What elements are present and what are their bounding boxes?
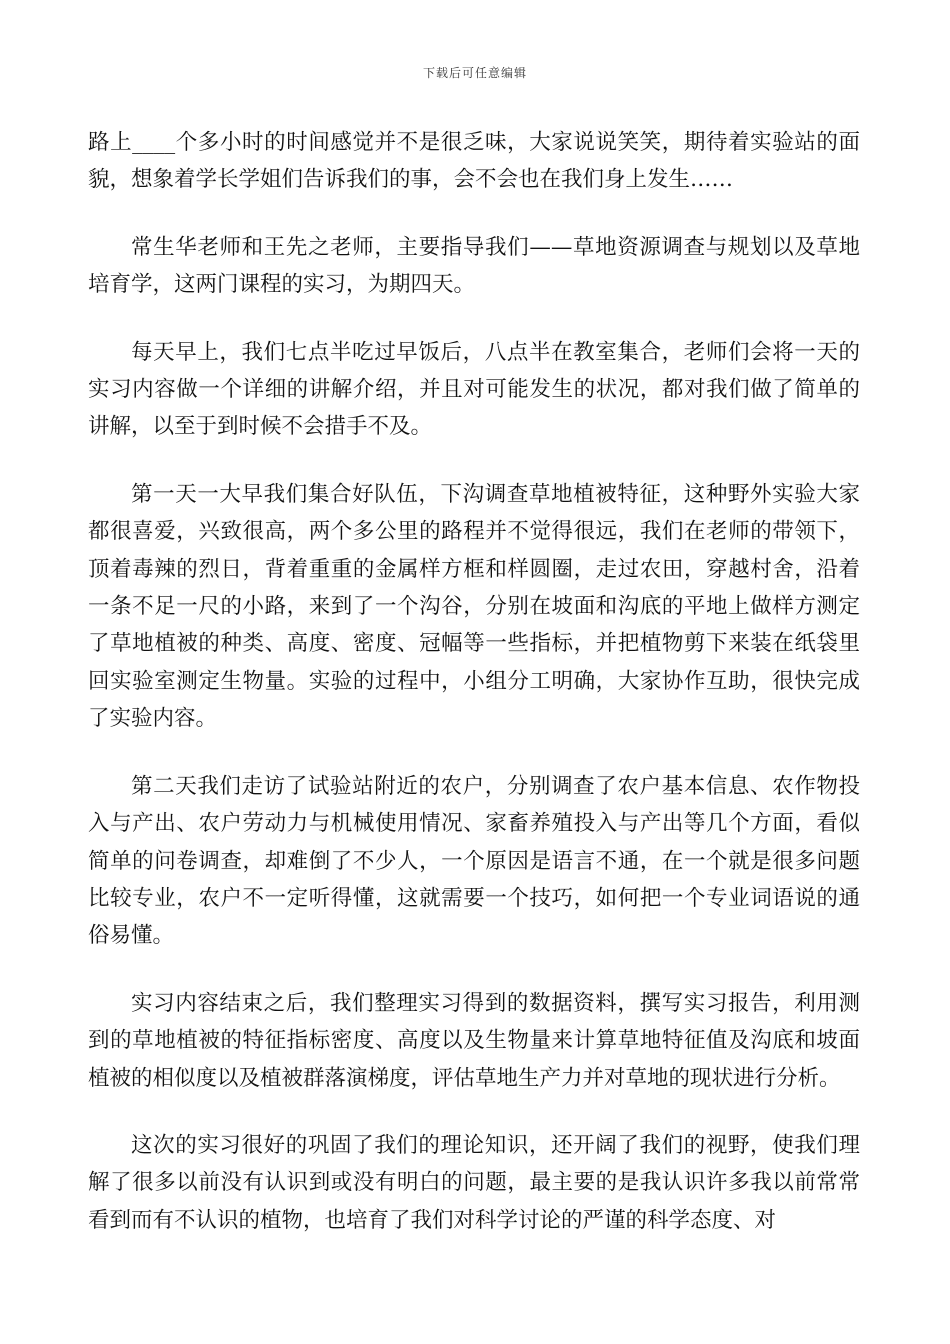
paragraph-4: 第一天一大早我们集合好队伍，下沟调查草地植被特征，这种野外实验大家都很喜爱，兴致很高，两个多公里的路程并不觉得很远，我们在老师的带领下，顶着毒辣的烈日，背着重重的金属样方框和样圆圈，走过农田，穿越村舍，沿着一条不足一尺的小路，来到了一个沟谷，分别在坡面和沟底的平地上做样方测定了草地植被的种类、高度、密度、冠幅等一些指标，并把植物剪下来装在纸袋里回实验室测定生物量。实验的过程中，小组分工明确，大家协作互助，很快完成了实验内容。 (88, 481, 860, 732)
paragraph-6: 实习内容结束之后，我们整理实习得到的数据资料，撰写实习报告，利用测到的草地植被的特征指标密度、高度以及生物量来计算草地特征值及沟底和坡面植被的相似度以及植被群落演梯度，评估草地生产力并对草地的现状进行分析。 (88, 990, 860, 1091)
paragraph-2: 常生华老师和王先之老师，主要指导我们——草地资源调查与规划以及草地培育学，这两门课程的实习，为期四天。 (88, 234, 860, 298)
paragraph-5: 第二天我们走访了试验站附近的农户，分别调查了农户基本信息、农作物投入与产出、农户劳动力与机械使用情况、家畜养殖投入与产出等几个方面，看似简单的问卷调查，却难倒了不少人，一个原因是语言不通，在一个就是很多问题比较专业，农户不一定听得懂，这就需要一个技巧，如何把一个专业词语说的通俗易懂。 (88, 773, 860, 949)
paragraph-1: 路上____个多小时的时间感觉并不是很乏味，大家说说笑笑，期待着实验站的面貌，想象着学长学姐们告诉我们的事，会不会也在我们身上发生…… (88, 130, 860, 193)
paragraph-3: 每天早上，我们七点半吃过早饭后，八点半在教室集合，老师们会将一天的实习内容做一个详细的讲解介绍，并且对可能发生的状况，都对我们做了简单的讲解，以至于到时候不会措手不及。 (88, 339, 860, 440)
page-header: 下载后可任意编辑 (422, 66, 527, 80)
paragraph-7: 这次的实习很好的巩固了我们的理论知识，还开阔了我们的视野，使我们理解了很多以前没有认识到或没有明白的问题，最主要的是我认识许多我以前常常看到而有不认识的植物，也培育了我们对科学讨论的严谨的科学态度、对 (88, 1132, 860, 1233)
document-body (88, 124, 860, 1269)
